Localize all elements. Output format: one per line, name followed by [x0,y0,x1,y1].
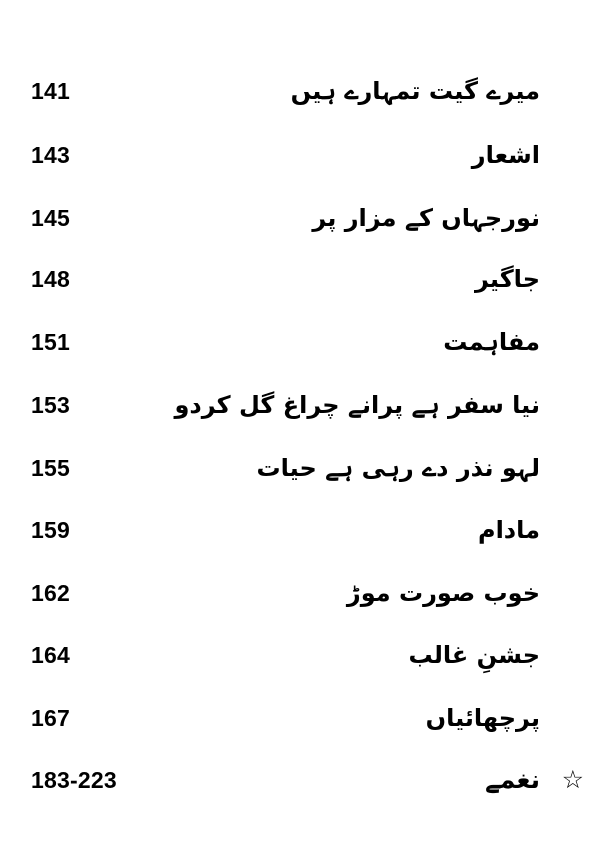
entry-title: لہو نذر دے رہی ہے حیات [256,454,540,482]
entry-page-number: 153 [31,392,70,418]
toc-section-entry [0,755,600,805]
toc-entry [0,254,600,304]
entry-page-number: 148 [31,266,70,292]
section-title: نغمے [485,765,540,794]
entry-title: نورجہاں کے مزار پر [312,204,540,232]
entry-title: میرے گیت تمہارے ہیں [290,77,540,105]
toc-entry [0,66,600,116]
entry-page-number: 141 [31,78,70,104]
toc-entry [0,380,600,430]
entry-page-number: 159 [31,517,70,543]
entry-title: مادام [477,516,540,544]
star-outline-icon: ☆ [561,765,584,794]
toc-entry [0,193,600,243]
toc-entry [0,130,600,180]
entry-title: اشعار [471,141,540,169]
entry-page-number: 145 [31,205,70,231]
entry-title: جاگیر [475,265,540,293]
toc-entry [0,630,600,680]
entry-title: پرچھائیاں [425,704,540,732]
toc-entry [0,693,600,743]
entry-page-number: 162 [31,580,70,606]
entry-title: مفاہمت [443,328,540,356]
section-page-range: 183-223 [31,767,117,793]
toc-entry [0,505,600,555]
entry-page-number: 143 [31,142,70,168]
entry-page-number: 167 [31,705,70,731]
entry-title: خوب صورت موڑ [346,579,540,607]
entry-title: نیا سفر ہے پرانے چراغ گل کردو [174,391,540,419]
entry-page-number: 151 [31,329,70,355]
entry-page-number: 164 [31,642,70,668]
toc-entry [0,568,600,618]
entry-title: جشنِ غالب [408,641,540,669]
toc-entry [0,317,600,367]
entry-page-number: 155 [31,455,70,481]
toc-entry [0,443,600,493]
